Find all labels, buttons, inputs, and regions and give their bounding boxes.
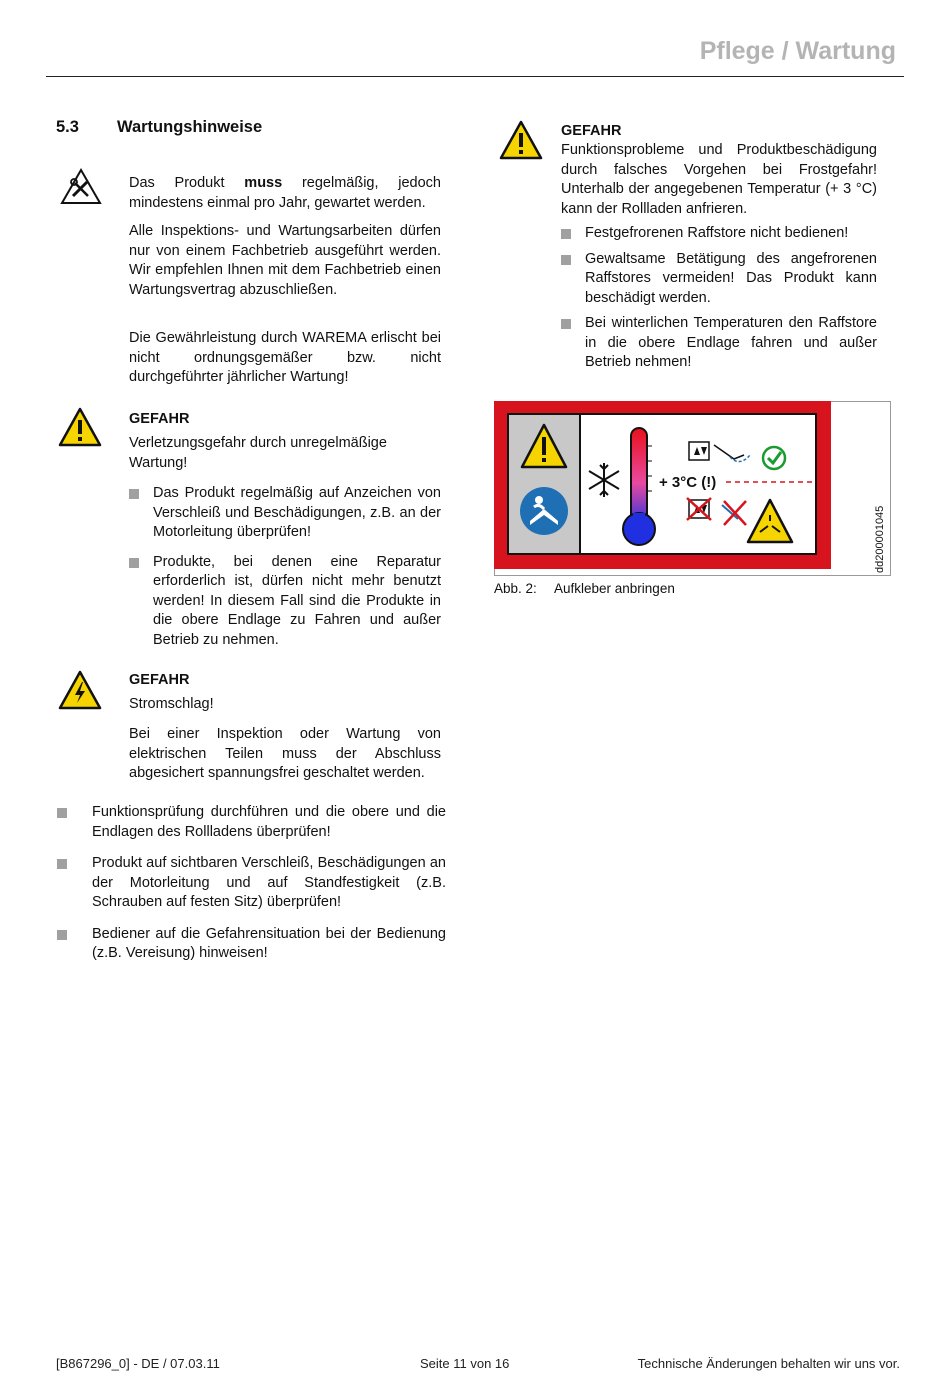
electric-shock-icon (58, 670, 102, 717)
temperature-label: + 3°C (!) (659, 474, 717, 491)
list-item: Produkte, bei denen eine Reparatur erforderlich ist, dürfen nicht mehr benutzt werden! In diesem Fall sind die Produkte in die obere Endlage zu Fahren und außer Betrieb zu nehmen. (129, 553, 441, 651)
figure-caption-text: Aufkleber anbringen (554, 581, 675, 596)
footer-doc-id: [B867296_0] - DE / 07.03.11 (56, 1356, 220, 1371)
list-item: Funktionsprüfung durchführen und die obere und die Endlagen des Rollladens überprüfen! (57, 803, 446, 842)
intro-post: regelmäßig, jedoch mindestens einmal pro Jahr, gewartet werden. (129, 175, 441, 211)
intro-paragraph (129, 174, 441, 213)
danger-label: GEFAHR (129, 411, 190, 427)
list-item: Gewaltsame Betätigung des angefrorenen Raffstores vermeiden! Das Produkt kann beschädigt werden. (561, 250, 877, 309)
sticker-figure (494, 401, 891, 583)
intro-bold: muss (244, 175, 283, 191)
list-item: Bei winterlichen Temperaturen den Raffstore in die obere Endlage fahren und außer Betrieb nehmen! (561, 314, 877, 373)
danger-label: GEFAHR (561, 123, 622, 139)
intro-pre: Das Produkt (129, 175, 245, 191)
danger-text: Verletzungsgefahr durch unregelmäßige Wartung! (129, 435, 387, 471)
list-item: Festgefrorenen Raffstore nicht bedienen! (561, 224, 877, 244)
figure-caption-number: Abb. 2: (494, 581, 537, 596)
danger-note: Bei einer Inspektion oder Wartung von elektrischen Teilen muss der Abschluss abgesichert spannungsfrei geschaltet werden. (129, 726, 441, 781)
danger-bullet-list (129, 484, 441, 650)
list-item: Bediener auf die Gefahrensituation bei der Bedienung (z.B. Vereisung) hinweisen! (57, 925, 446, 964)
figure-code: dd200001045 (874, 505, 886, 573)
warning-triangle-icon (499, 120, 543, 167)
danger-text: Stromschlag! (129, 696, 214, 712)
page-header-title: Pflege / Wartung (699, 37, 896, 65)
danger-label: GEFAHR (129, 672, 190, 688)
maintenance-warning-icon (60, 168, 102, 213)
warranty-paragraph: Die Gewährleistung durch WAREMA erlischt bei nicht ordnungsgemäßer bzw. nicht durchgeführter jährlicher Wartung! (129, 330, 441, 385)
danger-bullet-list (561, 224, 877, 373)
list-item: Das Produkt regelmäßig auf Anzeichen von Verschleiß und Beschädigungen, z.B. an der Motorleitung überprüfen! (129, 484, 441, 543)
task-list (57, 803, 446, 964)
footer-page-number: Seite 11 von 16 (420, 1356, 510, 1371)
footer-disclaimer: Technische Änderungen behalten wir uns vor. (637, 1356, 900, 1371)
section-title: Wartungshinweise (117, 118, 263, 136)
list-item: Produkt auf sichtbaren Verschleiß, Beschädigungen an der Motorleitung und auf Standfestigkeit (z.B. Schrauben auf festen Sitz) überprüfen! (57, 854, 446, 913)
warning-triangle-icon (58, 407, 102, 454)
header-rule (46, 76, 904, 77)
section-number: 5.3 (56, 118, 79, 136)
contract-paragraph: Alle Inspektions- und Wartungsarbeiten dürfen nur von einem Fachbetrieb ausgeführt werden. Wir empfehlen Ihnen mit dem Fachbetrieb einen Wartungsvertrag abzuschließen. (129, 223, 441, 298)
danger-text: Funktionsprobleme und Produktbeschädigung durch falsches Vorgehen bei Frostgefahr! Unterhalb der angegebenen Temperatur (+ 3 °C) kann der Rollladen anfrieren. (561, 142, 877, 217)
